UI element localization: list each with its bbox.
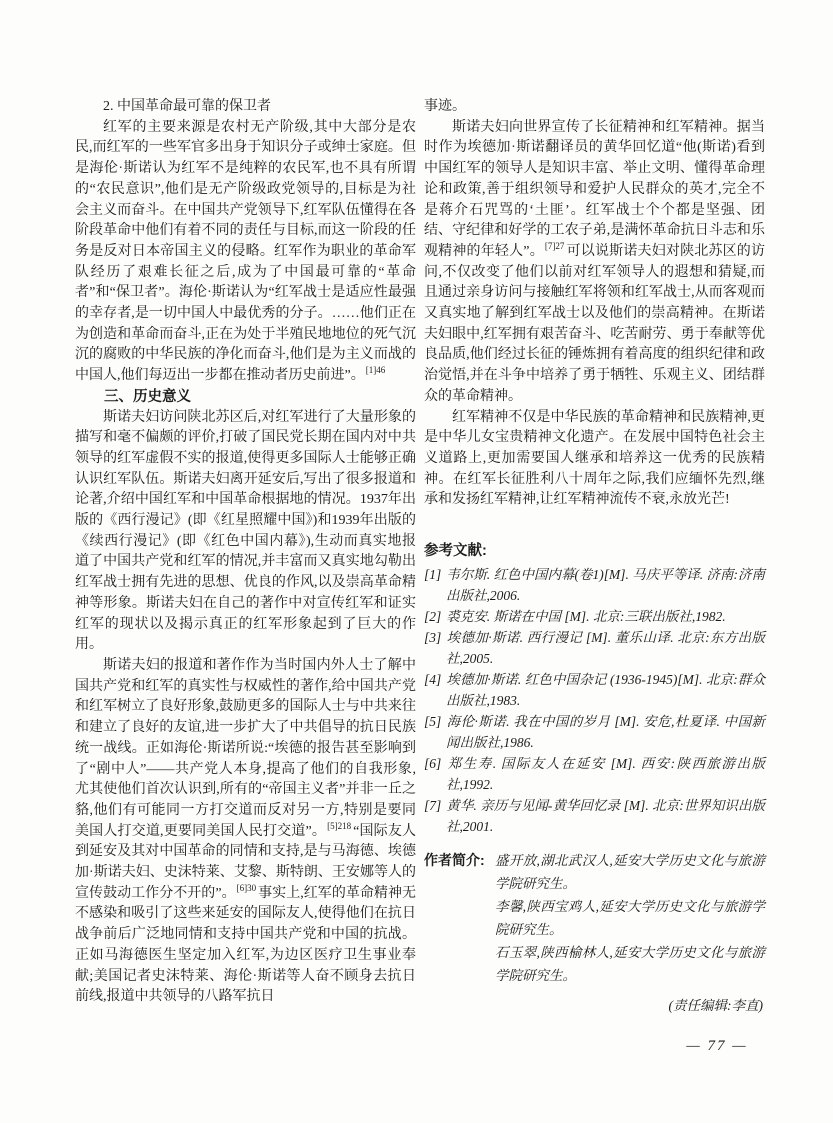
reference-label: [4] (424, 671, 442, 687)
paragraph-continuation: 事迹。 (424, 99, 466, 114)
responsible-editor-note: (责任编辑:李直) (668, 997, 763, 1013)
paragraph-text: 红军的主要来源是农村无产阶级,其中大部分是农民,而红军的一些军官多出身于知识分子或绅士家庭。但是海伦·斯诺认为红军不是纯粹的农民军,也不具有所谓的“农民意识”,他们是无产阶级政党领导的,目标是为社会主义而奋斗。在中国共产党领导下,红军队伍懂得在各阶段革命中他们有着不同的责任与目标,而这一阶段的任务是反对日本帝国主义的侵略。红军作为职业的革命军队经历了艰难长征之后,成为了中国最可靠的“革命者”和“保卫者”。海伦·斯诺认为“红军战士是适应性最强的幸存者,是一切中国人中最优秀的分子。……他们正在为创造和革命而奋斗,正在为处于半殖民地地位的死气沉沉的腐败的中华民族的净化而奋斗,他们是为主义而战的中国人,他们每迈出一步都在推动者历史前进”。 (75, 119, 416, 384)
citation-superscript: [7]27 (544, 241, 565, 252)
subsection-heading: 2. 中国革命最可靠的保卫者 (103, 99, 271, 114)
reference-item (424, 795, 765, 837)
citation-superscript: [6]30 (236, 883, 257, 894)
reference-text: 埃德加·斯诺. 红色中国杂记 (1936-1945)[M]. 北京:群众出版社,1983. (446, 671, 765, 708)
reference-item (424, 564, 765, 606)
citation-superscript: [5]218 (327, 820, 352, 831)
right-column (424, 97, 765, 1016)
references-heading: 参考文献: (424, 543, 487, 560)
reference-text: 韦尔斯. 红色中国内幕(卷1)[M]. 马庆平等译. 济南:济南出版社,2006. (446, 566, 766, 603)
reference-item (424, 669, 765, 711)
paragraph-text: 斯诺夫妇的报道和著作作为当时国内外人士了解中国共产党和红军的真实性与权威性的著作,给中国共产党和红军树立了良好形象,鼓励更多的国际人士与中共来往和建立了良好的友谊,进一步扩大了中共倡导的抗日民族统一战线。正如海伦·斯诺所说:“埃德的报告甚至影响到了“剧中人”——共产党人本身,提高了他们的自我形象,尤其使他们首次认识到,所有的“帝国主义者”并非一丘之貉,他们有可能同一方打交道而反对另一方,特别是要同美国人打交道,更要同美国人民打交道”。 (75, 657, 416, 839)
paragraph-international-friends (75, 656, 416, 1008)
paragraph-red-army-origin (75, 118, 416, 387)
paragraph-text: 可以说斯诺夫妇对陕北苏区的访问,不仅改变了他们以前对红军领导人的遐想和猜疑,而且通过亲身访问与接触红军将领和红军战士,从而客观而又真实地了解到红军战士以及他们的崇高精神。在斯诺夫妇眼中,红军拥有艰苦奋斗、吃苦耐劳、勇于奉献等优良品质,他们经过长征的锤炼拥有着高度的组织纪律和政治觉悟,并在斗争中培养了勇于牺牲、乐观主义、团结群众的革命精神。 (424, 243, 765, 404)
reference-item (424, 711, 765, 753)
reference-label: [5] (424, 713, 442, 729)
reference-item (424, 606, 765, 627)
author-bio-entry: 李馨,陕西宝鸡人,延安大学历史文化与旅游学院研究生。 (495, 898, 765, 937)
paragraph-reports-overview: 斯诺夫妇访问陕北苏区后,对红军进行了大量形象的描写和毫不偏颇的评价,打破了国民党长期在国内对中共领导的红军虚假不实的报道,使得更多国际人士能够正确认识红军队伍。斯诺夫妇离开延安后,写出了很多报道和论著,介绍中国红军和中国革命根据地的情况。1937年出版的《西行漫记》(即《红星照耀中国》)和1939年出版的《续西行漫记》(即《红色中国内幕》),生动而真实地报道了中国共产党和红军的情况,并丰富而又真实地勾勒出红军战士拥有先进的思想、优良的作风,以及崇高革命精神等形象。斯诺夫妇在自己的著作中对宣传红军和证实红军的现状以及揭示真正的红军形象起到了巨大的作用。 (75, 409, 416, 653)
paragraph-conclusion: 红军精神不仅是中华民族的革命精神和民族精神,更是中华儿女宝贵精神文化遗产。在发展中国特色社会主义道路上,更加需要国人继承和培养这一优秀的民族精神。在红军长征胜利八十周年之际,我们应缅怀先烈,继承和发扬红军精神,让红军精神流传不衰,永放光芒! (424, 409, 765, 508)
reference-text: 裘克安. 斯诺在中国 [M]. 北京:三联出版社,1982. (446, 608, 726, 624)
author-bio-entry: 盛开放,湖北武汉人,延安大学历史文化与旅游学院研究生。 (495, 852, 765, 891)
paragraph-text: 事实上,红军的革命精神无不感染和吸引了这些来延安的国际友人,使得他们在抗日战争前后广泛地同情和支持中国共产党和中国的抗战。正如马海德医生坚定加入红军,为边区医疗卫生事业奉献;美国记者史沫特莱、海伦·斯诺等人奋不顾身去抗日前线,报道中共领导的八路军抗日 (75, 885, 416, 1005)
author-bio (424, 849, 765, 987)
left-column (75, 97, 416, 1008)
citation-superscript: [1]46 (365, 365, 386, 376)
reference-text: 海伦·斯诺. 我在中国的岁月 [M]. 安危,杜夏译. 中国新闻出版社,1986. (446, 713, 765, 750)
author-bio-entry: 石玉翠,陕西榆林人,延安大学历史文化与旅游学院研究生。 (495, 944, 765, 983)
reference-item (424, 753, 765, 795)
section-heading-historical-significance: 三、历史意义 (104, 388, 191, 405)
reference-text: 埃德加·斯诺. 西行漫记 [M]. 董乐山译. 北京:东方出版社,2005. (446, 629, 765, 666)
reference-label: [3] (424, 629, 442, 645)
paragraph-text: 斯诺夫妇向世界宣传了长征精神和红军精神。据当时作为埃德加·斯诺翻译员的黄华回忆道“他(斯诺)看到中国红军的领导人是知识丰富、举止文明、懂得革命理论和政策,善于组织领导和爱护人民群众的英才,完全不是蒋介石咒骂的‘土匪’。红军战士个个都是坚强、团结、守纪律和好学的工农子弟,是满怀革命抗日斗志和乐观精神的年轻人”。 (424, 119, 765, 259)
paragraph-long-march-spirit (424, 118, 765, 408)
reference-label: [2] (424, 608, 442, 624)
reference-text: 郑生寿. 国际友人在延安 [M]. 西安:陕西旅游出版社,1992. (446, 755, 765, 792)
reference-label: [7] (424, 797, 442, 813)
references-list (424, 564, 765, 837)
page-number: — 77 — (686, 1038, 748, 1054)
reference-label: [1] (424, 566, 442, 582)
author-bio-label: 作者简介: (424, 851, 485, 868)
reference-label: [6] (424, 755, 442, 771)
paragraph-text: “国际友人到延安及其对中国革命的同情和支持,是与马海德、埃德加·斯诺夫妇、史沫特莱、艾黎、斯特朗、王安娜等人的宣传鼓动工作分不开的”。 (75, 823, 416, 901)
reference-text: 黄华. 亲历与见闻-黄华回忆录 [M]. 北京:世界知识出版社,2001. (446, 797, 765, 834)
reference-item (424, 627, 765, 669)
